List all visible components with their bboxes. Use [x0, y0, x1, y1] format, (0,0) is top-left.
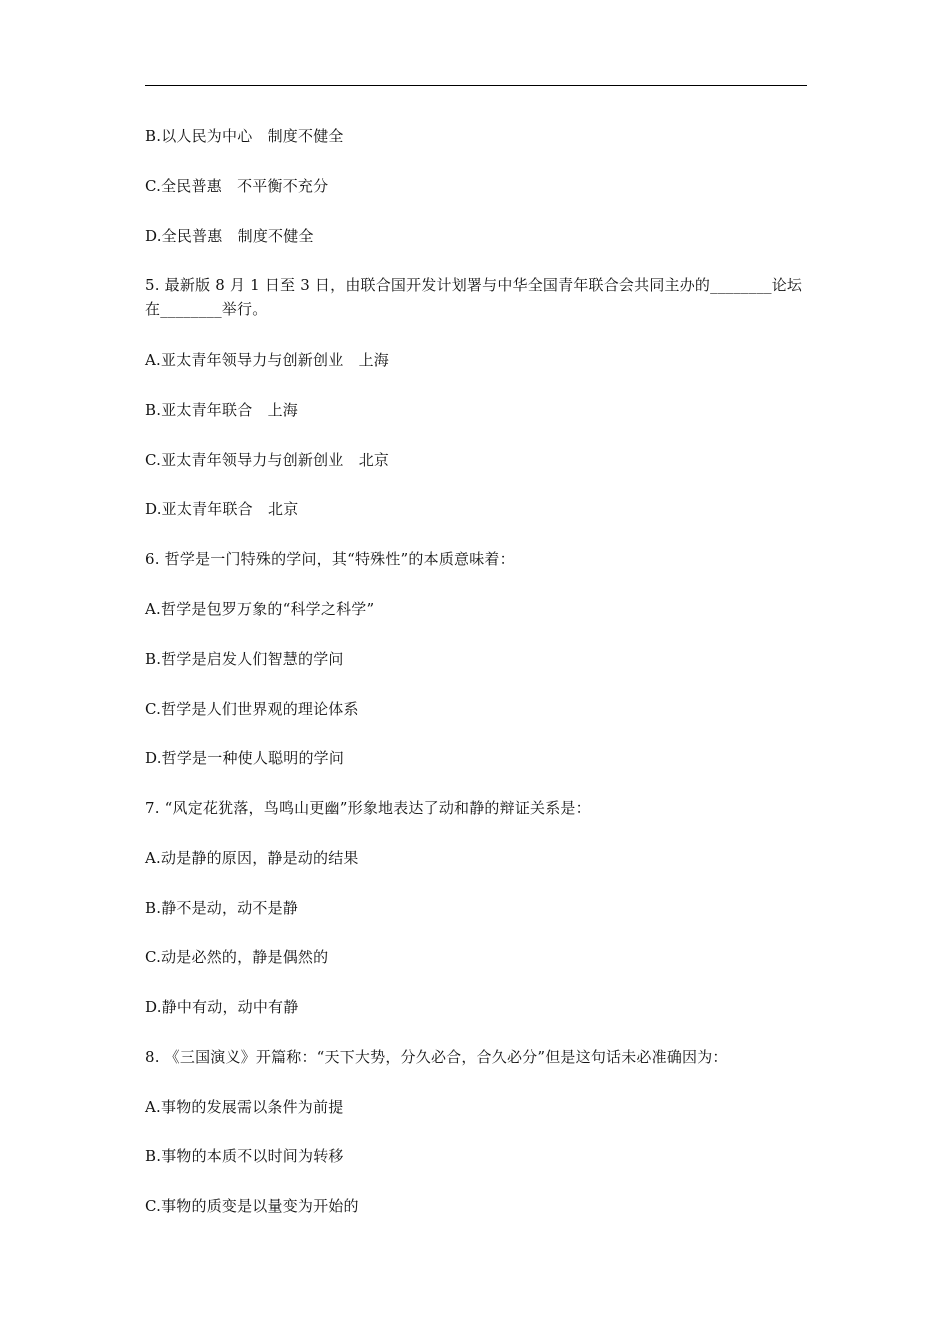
option-line: B.事物的本质不以时间为转移 — [145, 1147, 344, 1165]
option-line: C.全民普惠 不平衡不充分 — [145, 177, 329, 195]
option-line: C.哲学是人们世界观的理论体系 — [145, 700, 359, 718]
option-line: B.以人民为中心 制度不健全 — [145, 127, 344, 145]
option-line: B.亚太青年联合 上海 — [145, 401, 298, 419]
option-line: D.哲学是一种使人聪明的学问 — [145, 749, 345, 767]
option-line: D.亚太青年联合 北京 — [145, 500, 299, 518]
option-line: D.静中有动，动中有静 — [145, 998, 299, 1016]
option-line: A.亚太青年领导力与创新创业 上海 — [145, 351, 390, 369]
option-line: A.哲学是包罗万象的“科学之科学” — [145, 600, 375, 618]
option-line: B.哲学是启发人们智慧的学问 — [145, 650, 344, 668]
option-line: C.动是必然的，静是偶然的 — [145, 948, 329, 966]
option-line: A.动是静的原因，静是动的结果 — [145, 849, 359, 867]
option-line: C.事物的质变是以量变为开始的 — [145, 1197, 359, 1215]
option-line: B.静不是动，动不是静 — [145, 899, 298, 917]
option-line: C.亚太青年领导力与创新创业 北京 — [145, 451, 390, 469]
question-5: 5. 最新版 8 月 1 日至 3 日，由联合国开发计划署与中华全国青年联合会共同主办的________论坛在________举行。 — [145, 276, 803, 318]
question-6: 6. 哲学是一门特殊的学问，其“特殊性”的本质意味着： — [145, 550, 515, 568]
option-line: D.全民普惠 制度不健全 — [145, 227, 314, 245]
question-7: 7. “风定花犹落，鸟鸣山更幽”形象地表达了动和静的辩证关系是： — [145, 799, 591, 817]
option-line: A.事物的发展需以条件为前提 — [145, 1098, 344, 1116]
question-8: 8. 《三国演义》开篇称：“天下大势，分久必合，合久必分”但是这句话未必准确因为： — [145, 1048, 728, 1066]
header-rule — [145, 85, 807, 86]
